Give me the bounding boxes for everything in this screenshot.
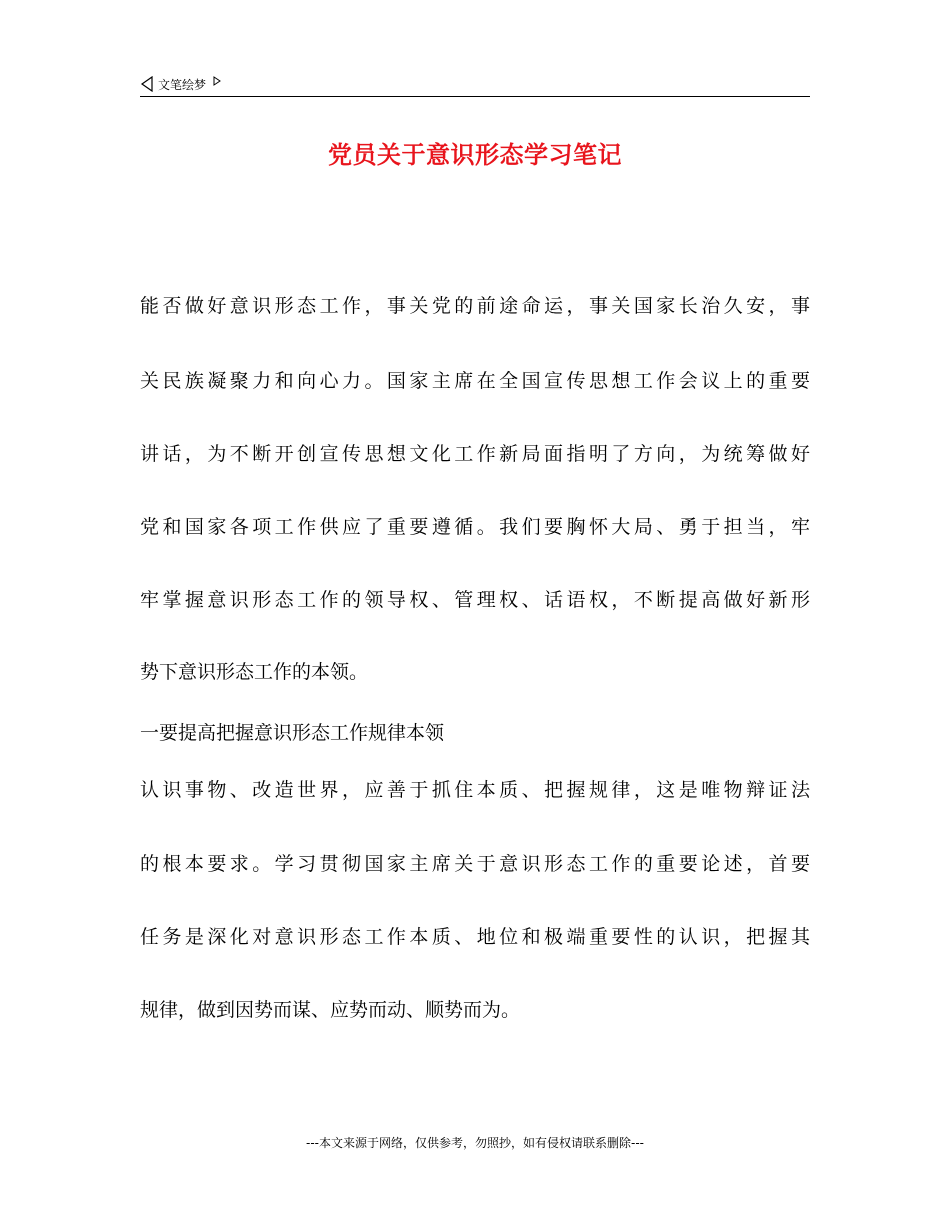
header-brand: 文笔绘梦 (158, 77, 207, 92)
paragraph-line: 任务是深化对意识形态工作本质、地位和极端重要性的认识，把握其 (140, 926, 810, 948)
triangle-right-icon (212, 81, 222, 87)
paragraph-line: 势下意识形态工作的本领。 (140, 661, 369, 683)
paragraph-line: 党和国家各项工作供应了重要遵循。我们要胸怀大局、勇于担当，牢 (140, 516, 810, 538)
section-heading: 一要提高把握意识形态工作规律本领 (140, 722, 445, 744)
paragraph-line: 的根本要求。学习贯彻国家主席关于意识形态工作的重要论述，首要 (140, 853, 810, 875)
footer-disclaimer: ---本文来源于网络，仅供参考，勿照抄，如有侵权请联系删除--- (306, 1136, 644, 1150)
paragraph-line: 牢掌握意识形态工作的领导权、管理权、话语权，不断提高做好新形 (140, 589, 810, 611)
paragraph-line: 关民族凝聚力和向心力。国家主席在全国宣传思想工作会议上的重要 (140, 370, 810, 392)
paragraph-line: 认识事物、改造世界，应善于抓住本质、把握规律，这是唯物辩证法 (140, 779, 810, 801)
triangle-left-icon (140, 76, 154, 92)
paragraph-line: 能否做好意识形态工作，事关党的前途命运，事关国家长治久安，事 (140, 295, 810, 317)
page-header (140, 72, 810, 97)
paragraph-line: 讲话，为不断开创宣传思想文化工作新局面指明了方向，为统筹做好 (140, 443, 810, 465)
document-title: 党员关于意识形态学习笔记 (328, 141, 622, 169)
paragraph-line: 规律，做到因势而谋、应势而动、顺势而为。 (140, 999, 521, 1021)
